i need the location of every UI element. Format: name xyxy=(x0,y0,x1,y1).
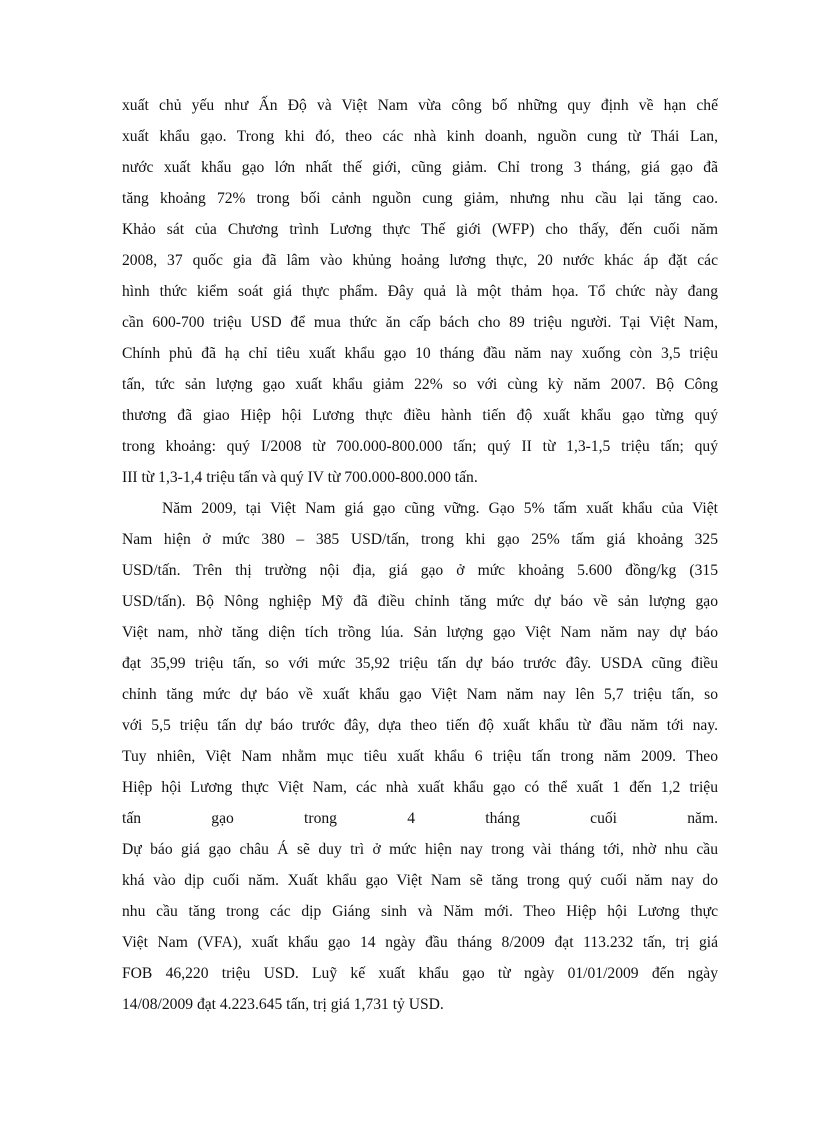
document-page xyxy=(122,90,718,1020)
text-line: FOB 46,220 triệu USD. Luỹ kế xuất khẩu gạo từ ngày 01/01/2009 đến ngày xyxy=(122,965,718,982)
text-line: tấn, tức sản lượng gạo xuất khẩu giảm 22% so với cùng kỳ năm 2007. Bộ Công xyxy=(122,376,718,393)
paragraph-1 xyxy=(122,90,718,493)
text-line: xuất chủ yếu như Ấn Độ và Việt Nam vừa công bố những quy định về hạn chế xyxy=(122,97,718,114)
text-line: USD/tấn). Bộ Nông nghiệp Mỹ đã điều chỉnh tăng mức dự báo về sản lượng gạo xyxy=(122,593,718,610)
text-line: Việt nam, nhờ tăng diện tích trồng lúa. Sản lượng gạo Việt Nam năm nay dự báo xyxy=(122,624,718,641)
text-line: thương đã giao Hiệp hội Lương thực điều hành tiến độ xuất khẩu gạo từng quý xyxy=(122,407,718,424)
text-line: tăng khoảng 72% trong bối cảnh nguồn cung giảm, nhưng nhu cầu lại tăng cao. xyxy=(122,190,718,207)
text-line: Tuy nhiên, Việt Nam nhằm mục tiêu xuất khẩu 6 triệu tấn trong năm 2009. Theo xyxy=(122,748,718,765)
text-line: cần 600-700 triệu USD để mua thức ăn cấp bách cho 89 triệu người. Tại Việt Nam, xyxy=(122,314,718,331)
text-line: với 5,5 triệu tấn dự báo trước đây, dựa theo tiến độ xuất khẩu từ đầu năm tới nay. xyxy=(122,717,718,734)
text-line: chỉnh tăng mức dự báo về xuất khẩu gạo Việt Nam năm nay lên 5,7 triệu tấn, so xyxy=(122,686,718,703)
text-line: tấn gạo trong 4 tháng cuối năm. xyxy=(122,810,718,827)
text-line: hình thức kiểm soát giá thực phẩm. Đây quả là một thảm họa. Tổ chức này đang xyxy=(122,283,718,300)
text-line: nhu cầu tăng trong các dịp Giáng sinh và Năm mới. Theo Hiệp hội Lương thực xyxy=(122,903,718,920)
text-line: Hiệp hội Lương thực Việt Nam, các nhà xuất khẩu gạo có thể xuất 1 đến 1,2 triệu xyxy=(122,779,718,796)
text-line: xuất khẩu gạo. Trong khi đó, theo các nhà kinh doanh, nguồn cung từ Thái Lan, xyxy=(122,128,718,145)
paragraph-2 xyxy=(122,493,718,1020)
text-line: Năm 2009, tại Việt Nam giá gạo cũng vững. Gạo 5% tấm xuất khẩu của Việt xyxy=(162,500,718,517)
text-line: 2008, 37 quốc gia đã lâm vào khủng hoảng lương thực, 20 nước khác áp đặt các xyxy=(122,252,718,269)
text-line: Khảo sát của Chương trình Lương thực Thế giới (WFP) cho thấy, đến cuối năm xyxy=(122,221,718,238)
text-line: nước xuất khẩu gạo lớn nhất thế giới, cũng giảm. Chỉ trong 3 tháng, giá gạo đã xyxy=(122,159,718,176)
text-line: đạt 35,99 triệu tấn, so với mức 35,92 triệu tấn dự báo trước đây. USDA cũng điều xyxy=(122,655,718,672)
text-line: Nam hiện ở mức 380 – 385 USD/tấn, trong khi gạo 25% tấm giá khoảng 325 xyxy=(122,531,718,548)
text-line: khá vào dịp cuối năm. Xuất khẩu gạo Việt Nam sẽ tăng trong quý cuối năm nay do xyxy=(122,872,718,889)
text-line: Dự báo giá gạo châu Á sẽ duy trì ở mức hiện nay trong vài tháng tới, nhờ nhu cầu xyxy=(122,841,718,858)
text-line: trong khoảng: quý I/2008 từ 700.000-800.000 tấn; quý II từ 1,3-1,5 triệu tấn; quý xyxy=(122,438,718,455)
text-line: Việt Nam (VFA), xuất khẩu gạo 14 ngày đầu tháng 8/2009 đạt 113.232 tấn, trị giá xyxy=(122,934,718,951)
text-line: III từ 1,3-1,4 triệu tấn và quý IV từ 700.000-800.000 tấn. xyxy=(122,469,478,486)
text-line: 14/08/2009 đạt 4.223.645 tấn, trị giá 1,731 tỷ USD. xyxy=(122,996,444,1013)
text-line: USD/tấn. Trên thị trường nội địa, giá gạo ở mức khoảng 5.600 đồng/kg (315 xyxy=(122,562,718,579)
text-line: Chính phủ đã hạ chỉ tiêu xuất khẩu gạo 10 tháng đầu năm nay xuống còn 3,5 triệu xyxy=(122,345,718,362)
